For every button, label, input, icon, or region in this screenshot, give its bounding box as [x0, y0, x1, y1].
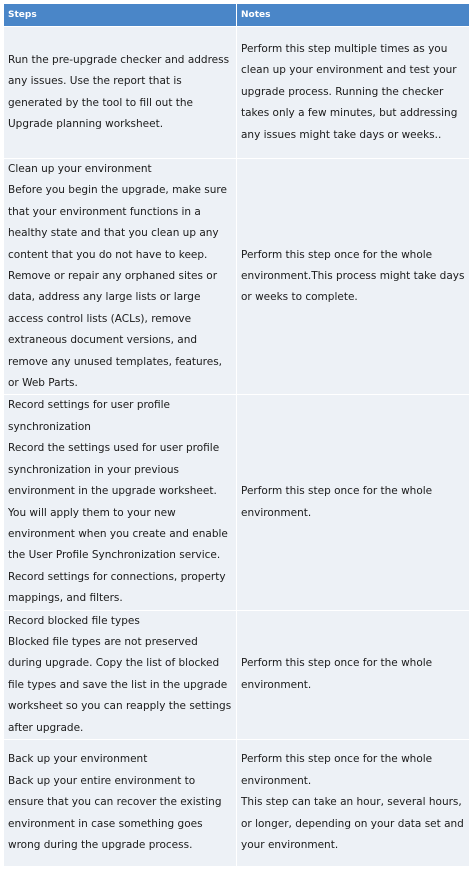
header-row — [4, 4, 470, 27]
table-row — [4, 610, 470, 739]
note-text: This step can take an hour, several hours, or longer, depending on your data set and your environment. — [241, 796, 464, 852]
step-cell — [4, 739, 237, 866]
note-text: Perform this step once for the whole environment. — [241, 657, 433, 691]
step-text: Back up your entire environment to ensure that you can recover the existing environment in case something goes wrong during the upgrade process. — [8, 774, 222, 852]
step-text: Record the settings used for user profile synchronization in your previous environment in the upgrade worksheet. You will apply them to your new environment when you create and enable the User Profile Synchronization service. Record settings for connections, property mappings, and filters. — [8, 442, 228, 605]
step-cell — [4, 610, 237, 739]
header-notes: Notes — [237, 4, 470, 27]
step-title: Clean up your environment — [8, 163, 152, 175]
note-cell — [237, 159, 470, 395]
step-title: Back up your environment — [8, 753, 148, 766]
note-text: Perform this step once for the whole environment. — [241, 753, 433, 787]
header-steps: Steps — [4, 4, 237, 27]
note-cell — [237, 739, 470, 866]
step-text: Run the pre-upgrade checker and address any issues. Use the report that is generated by the tool to fill out the Upgrade planning worksheet. — [8, 53, 230, 130]
step-title: Record blocked file types — [8, 614, 140, 627]
step-cell — [4, 395, 237, 610]
table-row — [4, 27, 470, 159]
table-row — [4, 159, 470, 395]
note-cell — [237, 610, 470, 739]
step-cell — [4, 27, 237, 159]
note-text: Perform this step multiple times as you clean up your environment and test your upgrade process. Running the checker takes only a few minutes, but addressing any issues might take days or weeks.. — [241, 42, 458, 141]
upgrade-steps-table — [3, 3, 470, 867]
note-text: Perform this step once for the whole environment.This process might take days or weeks to complete. — [241, 248, 465, 304]
table-row — [4, 739, 470, 866]
step-cell — [4, 159, 237, 395]
step-text: Before you begin the upgrade, make sure that your environment functions in a healthy state and that you clean up any content that you do not have to keep. Remove or repair any orphaned sites or data, address any large lists or large access control lists (ACLs), remove extraneous document versions, and remove any unused templates, features, or Web Parts. — [8, 184, 227, 390]
step-title: Record settings for user profile synchronization — [8, 399, 171, 433]
note-cell — [237, 395, 470, 610]
note-text: Perform this step once for the whole environment. — [241, 485, 433, 519]
note-cell — [237, 27, 470, 159]
table-row — [4, 395, 470, 610]
step-text: Blocked file types are not preserved during upgrade. Copy the list of blocked file types and save the list in the upgrade worksheet so you can reapply the settings after upgrade. — [8, 635, 232, 734]
